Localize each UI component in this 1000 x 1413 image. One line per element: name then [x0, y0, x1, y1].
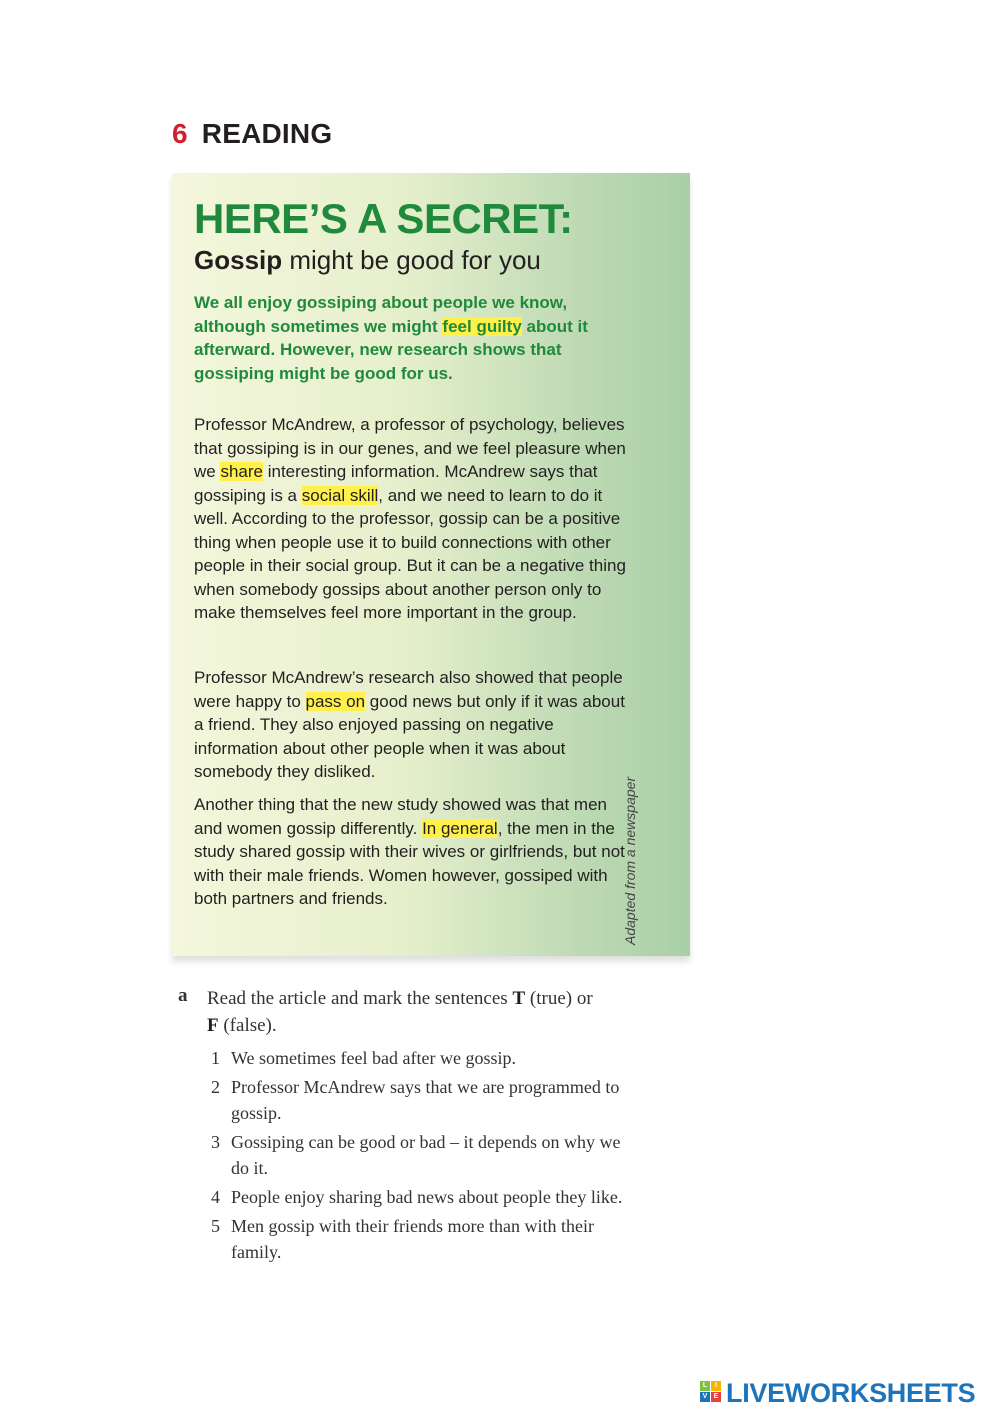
article-intro	[194, 291, 634, 385]
article-title: HERE’S A SECRET:	[194, 195, 573, 242]
paragraph-text: Professor McAndrew’s research also showed that people were happy to	[194, 668, 623, 711]
statement-number: 1	[211, 1048, 220, 1068]
false-label: F	[207, 1015, 219, 1036]
intro-text: about it afterward. However, new research shows that gossiping might be good for us.	[194, 316, 588, 383]
highlight-feel-guilty: feel guilty	[442, 316, 522, 336]
article-paragraph-2	[194, 666, 634, 784]
article-box	[172, 173, 690, 956]
liveworksheets-logo	[700, 1378, 992, 1408]
intro-text: We all enjoy gossiping about people we know, although sometimes we might	[194, 293, 568, 336]
statement-item	[207, 1045, 627, 1071]
statement-number: 2	[211, 1077, 220, 1097]
highlight-in-general: In general	[422, 818, 498, 838]
article-credit: Adapted from a newspaper	[622, 776, 638, 945]
article-paragraph-1	[194, 413, 634, 625]
liveworksheets-icon	[700, 1381, 722, 1403]
statement-text: Professor McAndrew says that we are programmed to gossip.	[231, 1077, 620, 1123]
statement-item	[207, 1184, 627, 1210]
statement-item	[207, 1074, 627, 1126]
logo-tile: L	[700, 1381, 710, 1391]
subtitle-rest: might be good for you	[282, 245, 541, 275]
instruction-text: Read the article and mark the sentences	[207, 988, 513, 1009]
paragraph-text: interesting information. McAndrew says that gossiping is a	[194, 462, 598, 505]
statement-item	[207, 1213, 627, 1265]
instruction-text: (true) or	[525, 988, 593, 1009]
statement-number: 3	[211, 1132, 220, 1152]
article-paragraph-3	[194, 793, 634, 911]
paragraph-text: good news but only if it was about a friend. They also enjoyed passing on negative information about other people when it was about somebody they disliked.	[194, 691, 625, 781]
paragraph-text: , and we need to learn to do it well. According to the professor, gossip can be a positive thing when people use it to build connections with other people in their social group. But it can be a negative thing when somebody gossips about another person only to make themselves feel more important in the group.	[194, 485, 626, 622]
highlight-pass-on: pass on	[305, 691, 366, 711]
logo-tile: V	[700, 1392, 710, 1402]
statement-list	[207, 1045, 627, 1268]
section-heading	[172, 118, 332, 150]
statement-number: 4	[211, 1187, 220, 1207]
highlight-share: share	[220, 462, 263, 481]
section-title: READING	[201, 118, 333, 149]
subtitle-bold: Gossip	[194, 245, 283, 275]
logo-tile: I	[711, 1381, 721, 1391]
exercise-instruction	[207, 985, 607, 1039]
instruction-text: (false).	[218, 1015, 277, 1036]
statement-text: We sometimes feel bad after we gossip.	[231, 1048, 516, 1068]
statement-text: Gossiping can be good or bad – it depends on why we do it.	[231, 1132, 621, 1178]
paragraph-text: Another thing that the new study showed was that men and women gossip differently.	[194, 795, 607, 838]
logo-tile: E	[711, 1392, 721, 1402]
statement-item	[207, 1129, 627, 1181]
highlight-social-skill: social skill	[301, 485, 379, 505]
statement-number: 5	[211, 1216, 220, 1236]
article-subtitle	[194, 245, 541, 276]
section-number: 6	[172, 118, 188, 149]
exercise-letter: a	[178, 985, 188, 1006]
paragraph-text: , the men in the study shared gossip with their wives or girlfriends, but not with their male friends. Women however, gossiped with both partners and friends.	[194, 818, 625, 908]
statement-text: People enjoy sharing bad news about people they like.	[231, 1187, 623, 1207]
paragraph-text: Professor McAndrew, a professor of psychology, believes that gossiping is in our genes, and we feel pleasure when we	[194, 415, 626, 481]
true-label: T	[512, 988, 526, 1009]
liveworksheets-wordmark: LIVEWORKSHEETS	[726, 1378, 976, 1408]
statement-text: Men gossip with their friends more than with their family.	[231, 1216, 594, 1262]
